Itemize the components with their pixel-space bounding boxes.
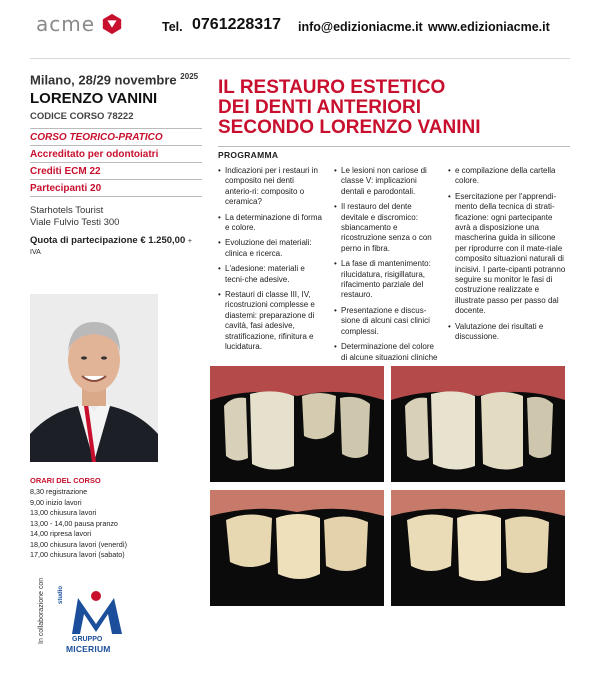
email-link[interactable]: info@edizioniacme.it [298,20,423,34]
program-item: • Evoluzione dei materiali: clinica e ricerca. [218,238,322,259]
header-divider [30,58,570,59]
speaker-name: LORENZO VANINI [30,90,158,108]
course-code: CODICE CORSO 78222 [30,111,134,123]
collaboration-label: In collaborazione con [38,577,45,644]
website-link[interactable]: www.edizioniacme.it [428,20,550,34]
fee-label: Quota di partecipazione € 1.250,00 [30,235,186,247]
program-heading: PROGRAMMA [218,146,570,160]
page-title [218,78,568,138]
clinical-photo-3 [210,490,384,606]
fee [30,235,202,257]
tel-label: Tel. [162,20,183,34]
hours-title: ORARI DEL CORSO [30,476,101,485]
acme-logo[interactable] [36,12,123,36]
program-item: • Determinazione del colore di alcune situazioni cliniche [334,342,438,363]
event-year: 2025 [180,72,199,81]
hours-row: 9,00 inizio lavori [30,497,82,507]
group-name: MICERIUM [66,644,111,654]
event-date [30,72,202,87]
program-item: • La fase di mantenimento: rilucidatura, risigillatura, rifacimento parziale del restauro. [334,259,438,301]
hours-row: 17,00 chiusura lavori (sabato) [30,550,125,559]
event-date-text: Milano, 28/29 novembre [30,72,177,88]
program-item: • e compilazione della cartella colore. [448,166,566,187]
speaker-photo [30,294,158,462]
venue-address: Viale Fulvio Testi 300 [30,217,120,229]
program-item: • Restauri di classe III, IV, ricostruzioni complesse e diastemi: preparazione di cavità, fasi adesive, stratificazione, rifinitura e lucidatura. [218,290,322,352]
program-item: • Il restauro del dente devitale e discromico: sbiancamento e ricostruzione senza o con perno in fibra. [334,202,438,254]
course-type: CORSO TEORICO-PRATICO [30,129,202,146]
venue [30,205,202,229]
hours-row: 13,00 - 14,00 pausa pranzo [30,518,118,528]
participants: Partecipanti 20 [30,180,202,197]
teeth-photo-icon [391,490,565,606]
hours-row: 13,00 chiusura lavori [30,508,97,517]
collaboration-block [30,577,140,664]
title-line: DEI DENTI ANTERIORI [218,97,422,118]
clinical-photo-4 [391,490,565,606]
program-item: • Presentazione e discus-sione di alcuni casi clinici complessi. [334,306,438,337]
hours-row: 18,00 chiusura lavori (venerdì) [30,539,128,549]
program-item: • La determinazione di forma e colore. [218,213,322,234]
fee-suffix: + IVA [30,238,192,257]
program-column-3 [448,166,566,348]
ecm-credits: Crediti ECM 22 [30,163,202,180]
group-label: GRUPPO [72,636,103,643]
teeth-photo-icon [210,490,384,606]
teeth-photo-icon [391,366,565,482]
course-hours [30,476,190,561]
program-item: • Valutazione dei risultati e discussione. [448,322,566,343]
speaker-portrait-icon [30,294,158,462]
clinical-photo-2 [391,366,565,482]
program-column-1 [218,166,322,358]
accreditation: Accreditato per odontoiatri [30,146,202,163]
title-line: SECONDO LORENZO VANINI [218,117,481,138]
program-item: • Le lesioni non cariose di classe V: implicazioni dentali e parodontali. [334,166,438,197]
hours-row: 8,30 registrazione [30,487,88,496]
program-item: • Esercitazione per l'apprendi-mento della tecnica di strati-ficazione: ogni partecipante avrà a disposizione una mascherina guida in silicone per riprodurre con il mate-riale composito situazioni naturali di incisivi. I parte-cipanti potranno seguire su monitor le fasi di costruzione realizzate e illustrate passo per passo dal docente. [448,192,566,317]
program-item: • Indicazioni per i restauri in composito nei denti anterio-ri: composito o ceramica? [218,166,322,208]
title-line: IL RESTAURO ESTETICO [218,77,446,98]
program-item: • L'adesione: materiali e tecni-che adesive. [218,264,322,285]
program-column-2 [334,166,438,368]
event-info [30,72,202,257]
collaboration-small: studio [58,586,64,604]
tel-number[interactable]: 0761228317 [192,16,281,33]
logo-text: acme [36,12,96,36]
acme-logo-icon [101,13,123,35]
teeth-photo-icon [210,366,384,482]
venue-name: Starhotels Tourist [30,205,104,217]
clinical-photo-1 [210,366,384,482]
hours-row: 14,00 ripresa lavori [30,529,92,538]
